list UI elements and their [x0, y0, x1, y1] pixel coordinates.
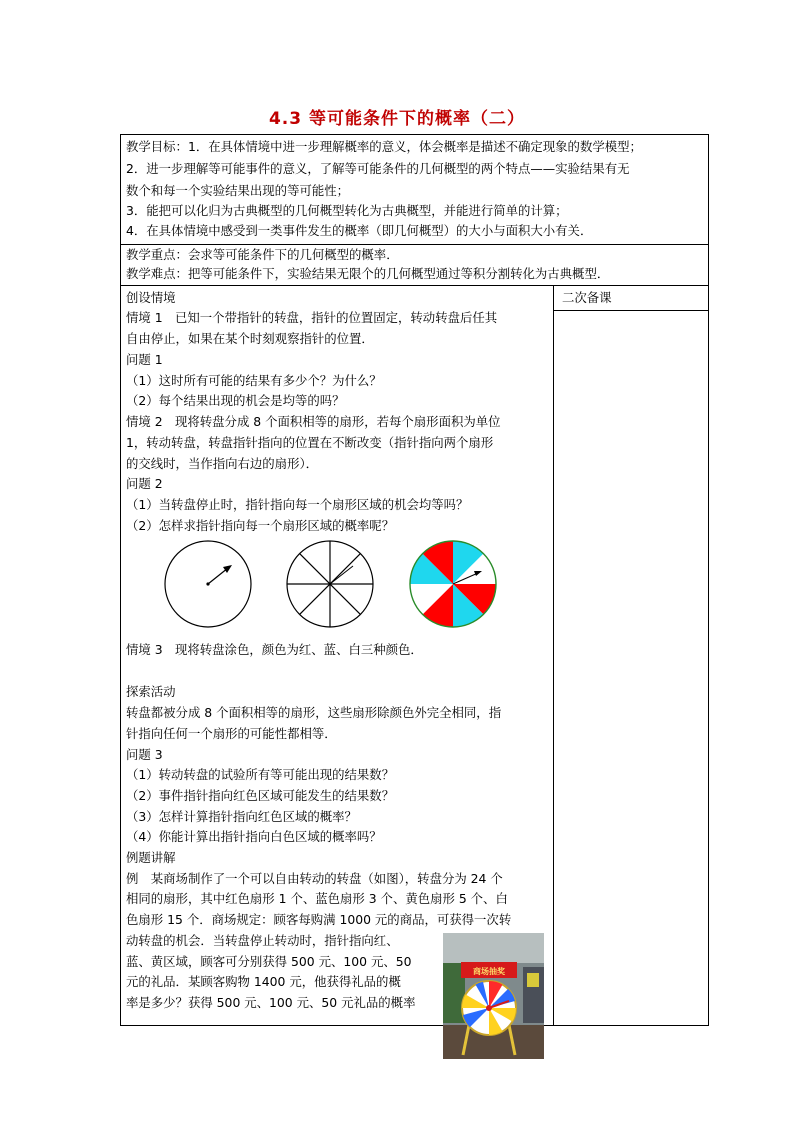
- body-line: 相同的扇形，其中红色扇形 1 个、蓝色扇形 3 个、黄色扇形 5 个、白: [126, 891, 508, 906]
- objective-line: 4．在具体情境中感受到一类事件发生的概率（即几何概型）的大小与面积大小有关．: [126, 223, 593, 238]
- body-line: （2）怎样求指针指向每一个扇形区域的概率呢？: [126, 518, 395, 533]
- body-line: 色扇形 15 个．商场规定：顾客每购满 1000 元的商品，可获得一次转: [126, 912, 512, 927]
- side-header: 二次备课: [562, 290, 612, 305]
- body-line: 1，转动转盘，转盘指针指向的位置在不断改变（指针指向两个扇形: [126, 435, 494, 450]
- prize-wheel-photo: [443, 933, 544, 1059]
- body-line: （2）每个结果出现的机会是均等的吗？: [126, 393, 345, 408]
- body-line: 情境 2 现将转盘分成 8 个面积相等的扇形，若每个扇形面积为单位: [126, 414, 501, 429]
- body-line: 自由停止，如果在某个时刻观察指针的位置．: [126, 331, 374, 346]
- body-line: 转盘都被分成 8 个面积相等的扇形，这些扇形除颜色外完全相同，指: [126, 705, 502, 720]
- body-line: （1）这时所有可能的结果有多少个？为什么？: [126, 373, 382, 388]
- body-line: （3）怎样计算指针指向红色区域的概率？: [126, 809, 357, 824]
- eight-sector-spinner: [287, 541, 373, 627]
- body-line: 率是多少？获得 500 元、100 元、50 元礼品的概率: [126, 995, 416, 1010]
- key-point: 教学重点：会求等可能条件下的几何概型的概率．: [126, 247, 399, 262]
- body-line: 情境 3 现将转盘涂色，颜色为红、蓝、白三种颜色．: [126, 642, 423, 657]
- body-line: （1）当转盘停止时，指针指向每一个扇形区域的机会均等吗？: [126, 497, 469, 512]
- body-line: （2）事件指针指向红色区域可能发生的结果数？: [126, 788, 395, 803]
- objective-line: 3．能把可以化归为古典概型的几何概型转化为古典概型，并能进行简单的计算；: [126, 203, 568, 218]
- body-line: （4）你能计算出指针指向白色区域的概率吗？: [126, 829, 382, 844]
- objective-line: 2．进一步理解等可能事件的意义，了解等可能条件的几何概型的两个特点——实验结果有无: [126, 161, 630, 176]
- body-line: （1）转动转盘的试验所有等可能出现的结果数？: [126, 767, 395, 782]
- page-title: 4.3 等可能条件下的概率（二）: [268, 109, 526, 129]
- objective-line: 数个和每一个实验结果出现的等可能性；: [126, 183, 350, 198]
- body-line: 的交线时，当作指向右边的扇形）．: [126, 456, 319, 471]
- body-line: 蓝、黄区域，顾客可分别获得 500 元、100 元、50: [126, 954, 412, 969]
- spinner-figures: [160, 538, 510, 634]
- prize-wheel-illustration: [443, 933, 544, 1059]
- body-line: 问题 3: [126, 747, 163, 762]
- body-line: 针指向任何一个扇形的可能性都相等．: [126, 726, 337, 741]
- body-line: 问题 2: [126, 476, 163, 491]
- body-line: 探索活动: [126, 684, 176, 699]
- photo-banner: 商场抽奖: [473, 967, 505, 976]
- colored-spinner: [410, 541, 496, 627]
- body-line: 元的礼品．某顾客购物 1400 元，他获得礼品的概: [126, 974, 401, 989]
- body-line: 情境 1 已知一个带指针的转盘，指针的位置固定，转动转盘后任其: [126, 310, 498, 325]
- body-line: 动转盘的机会．当转盘停止转动时，指针指向红、: [126, 933, 399, 948]
- body-line: 创设情境: [126, 290, 176, 305]
- plain-spinner: [165, 541, 251, 627]
- difficulty: 教学难点：把等可能条件下，实验结果无限个的几何概型通过等积分割转化为古典概型．: [126, 266, 610, 281]
- body-line: 例 某商场制作了一个可以自由转动的转盘（如图），转盘分为 24 个: [126, 871, 503, 886]
- objective-line: 教学目标：1．在具体情境中进一步理解概率的意义，体会概率是描述不确定现象的数学模型；: [126, 139, 642, 154]
- body-line: 例题讲解: [126, 850, 176, 865]
- body-line: 问题 1: [126, 352, 163, 367]
